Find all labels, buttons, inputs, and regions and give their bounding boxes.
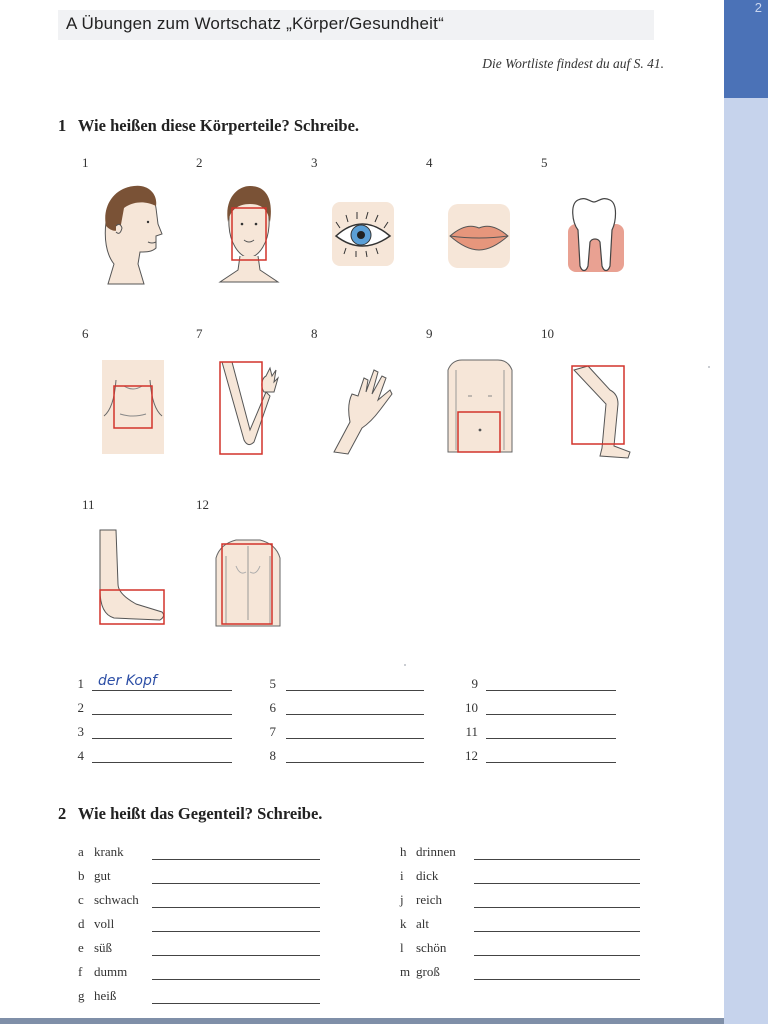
answer-line-1[interactable] [92,690,232,691]
opposite-line-h[interactable] [474,859,640,860]
image-number-4: 4 [426,155,433,170]
hand-icon [328,362,398,456]
opposite-item-b: b gut [78,868,111,883]
opposite-line-a[interactable] [152,859,320,860]
answer-number-10: 10 [465,700,478,715]
face-front-icon [214,182,284,286]
opposite-item-d: d voll [78,916,115,931]
back-icon [212,528,284,628]
answer-number-5: 5 [269,676,276,691]
opposite-item-e: e süß [78,940,113,955]
scan-speck [404,664,406,666]
answer-line-8[interactable] [286,762,424,763]
answer-line-9[interactable] [486,690,616,691]
task-2-title [58,804,322,824]
opposite-line-m[interactable] [474,979,640,980]
belly-icon [442,356,518,456]
section-title: A Übungen zum Wortschatz „Körper/Gesundheit“ [66,14,444,33]
answer-number-3: 3 [77,724,84,739]
answer-number-1: 1 [77,676,84,691]
scan-speck [708,366,710,368]
opposite-line-c[interactable] [152,907,320,908]
answer-line-12[interactable] [486,762,616,763]
opposite-line-j[interactable] [474,907,640,908]
opposite-line-f[interactable] [152,979,320,980]
answer-number-11: 11 [465,724,478,739]
task-2-text: Wie heißt das Gegenteil? Schreibe. [77,804,323,823]
answer-line-5[interactable] [286,690,424,691]
wordlist-hint: Die Wortliste findest du auf S. 41. [482,56,664,71]
image-number-7: 7 [196,326,203,341]
head-profile-icon [96,182,170,286]
opposite-item-h: h drinnen [400,844,456,859]
opposite-item-i: i dick [400,868,439,883]
image-number-6: 6 [82,326,89,341]
opposite-line-b[interactable] [152,883,320,884]
task-1-number: 1 [58,116,67,135]
opposite-item-a: a krank [78,844,124,859]
opposite-line-k[interactable] [474,931,640,932]
foot-icon [96,528,168,628]
answer-line-6[interactable] [286,714,424,715]
answer-line-3[interactable] [92,738,232,739]
chapter-side-strip [724,98,768,1024]
answer-line-7[interactable] [286,738,424,739]
opposite-line-e[interactable] [152,955,320,956]
answer-line-2[interactable] [92,714,232,715]
opposite-item-c: c schwach [78,892,139,907]
opposite-item-m: m groß [400,964,440,979]
answer-number-9: 9 [471,676,478,691]
image-number-1: 1 [82,155,89,170]
answer-number-12: 12 [465,748,478,763]
chapter-tab-number: 2 [754,0,762,15]
answer-number-6: 6 [269,700,276,715]
task-1-title [58,116,359,136]
image-number-10: 10 [541,326,554,341]
task-2-number: 2 [58,804,67,823]
image-number-8: 8 [311,326,318,341]
opposite-line-i[interactable] [474,883,640,884]
neck-icon [98,356,168,456]
image-number-5: 5 [541,155,548,170]
opposite-item-f: f dumm [78,964,128,979]
opposite-line-g[interactable] [152,1003,320,1004]
tooth-icon [562,194,628,274]
answer-number-4: 4 [77,748,84,763]
answer-number-8: 8 [269,748,276,763]
eye-icon [330,198,396,270]
arm-icon [214,356,284,458]
answer-line-4[interactable] [92,762,232,763]
answer-handwritten-1: der Kopf [98,673,157,689]
opposite-item-k: k alt [400,916,429,931]
opposite-line-d[interactable] [152,931,320,932]
image-number-3: 3 [311,155,318,170]
image-number-11: 11 [82,497,95,512]
mouth-icon [446,202,512,270]
chapter-tab [724,0,768,98]
image-number-12: 12 [196,497,209,512]
answer-line-10[interactable] [486,714,616,715]
opposite-item-g: g heiß [78,988,117,1003]
image-number-2: 2 [196,155,203,170]
task-1-text: Wie heißen diese Körperteile? Schreibe. [77,116,360,135]
opposite-item-j: j reich [400,892,442,907]
opposite-line-l[interactable] [474,955,640,956]
answer-line-11[interactable] [486,738,616,739]
opposite-item-l: l schön [400,940,447,955]
answer-number-2: 2 [77,700,84,715]
answer-number-7: 7 [269,724,276,739]
leg-icon [566,360,636,460]
image-number-9: 9 [426,326,433,341]
